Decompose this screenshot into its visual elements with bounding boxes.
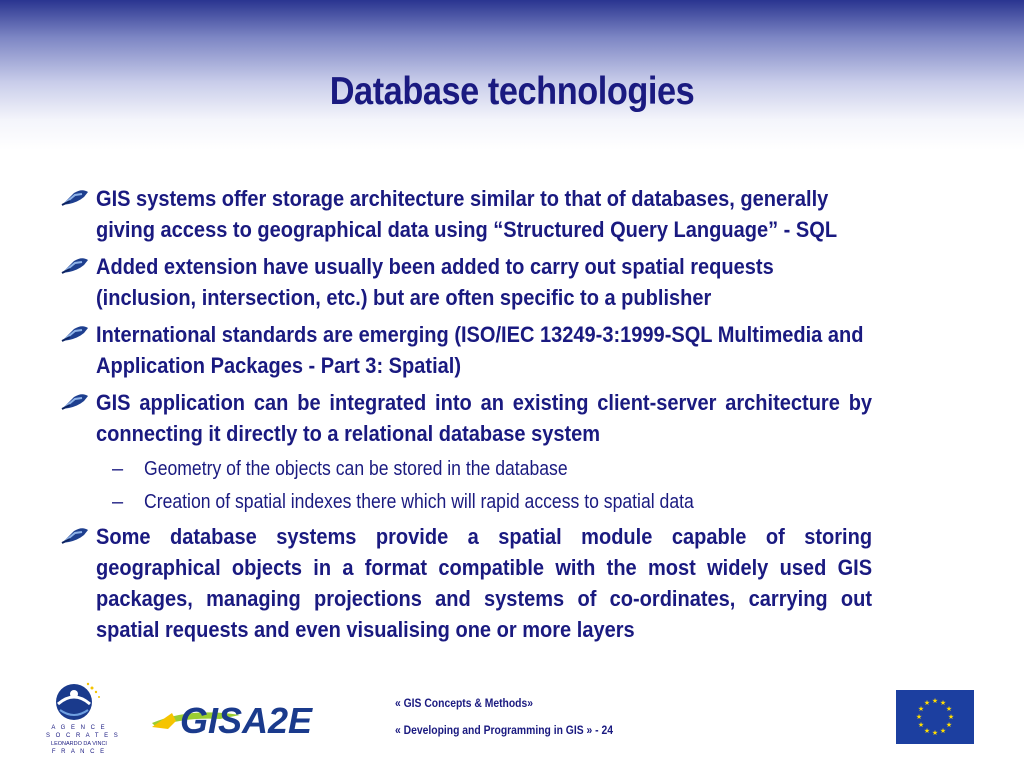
sub-bullet-dash: –	[112, 458, 124, 480]
eu-flag-icon	[896, 690, 974, 744]
agence-line: S O C R A T E S	[46, 733, 120, 739]
svg-text:★: ★	[945, 705, 953, 713]
sub-bullet-text: Geometry of the objects can be stored in the database	[144, 458, 568, 480]
svg-text:★: ★	[923, 699, 931, 707]
pen-nib-bullet-icon	[60, 319, 96, 349]
sub-bullet-item	[112, 488, 968, 516]
sub-bullet-item	[112, 455, 968, 483]
pen-nib-bullet-icon	[60, 183, 96, 213]
gisa2e-logo-text: GISA2E	[180, 700, 313, 741]
bullet-text: GIS application can be integrated into an existing client-server architecture by connecting it directly to a relational database system	[96, 390, 873, 446]
svg-text:★: ★	[917, 721, 925, 729]
pen-nib-bullet-icon	[60, 387, 96, 417]
footer-line-1: « GIS Concepts & Methods»	[395, 698, 534, 710]
slide-title: Database technologies	[329, 70, 695, 113]
agence-line: LEONARDO DA VINCI	[51, 741, 107, 747]
svg-text:★: ★	[915, 713, 923, 721]
svg-text:★: ★	[917, 705, 925, 713]
svg-text:★: ★	[939, 727, 947, 735]
svg-text:★: ★	[923, 727, 931, 735]
bullet-text: Added extension have usually been added to carry out spatial requests (inclusion, intersection, etc.) but are often specific to a publisher	[96, 254, 774, 310]
sub-bullet-dash: –	[112, 491, 124, 513]
bullet-text: International standards are emerging (ISO/IEC 13249-3:1999-SQL Multimedia and Application Packages - Part 3: Spatial)	[96, 322, 864, 378]
bullet-item	[60, 521, 968, 645]
pen-nib-bullet-icon	[60, 521, 96, 551]
svg-text:★: ★	[931, 697, 939, 705]
bullet-text: GIS systems offer storage architecture similar to that of databases, generally giving access to geographical data using “Structured Query Language” - SQL	[96, 186, 838, 242]
svg-text:★: ★	[939, 699, 947, 707]
bullet-text: Some database systems provide a spatial module capable of storing geographical objects in a format compatible with the most widely used GIS packages, managing projections and systems of co-ordinates, carrying out spatial requests and even visualising one or more layers	[96, 524, 873, 642]
pen-nib-bullet-icon	[60, 251, 96, 281]
bullet-item	[60, 251, 968, 313]
footer-line-2: « Developing and Programming in GIS » - 24	[395, 725, 613, 737]
sub-bullet-text: Creation of spatial indexes there which will rapid access to spatial data	[144, 491, 694, 513]
bullet-item	[60, 387, 968, 449]
svg-text:★: ★	[945, 721, 953, 729]
gisa2e-logo	[150, 693, 335, 743]
svg-text:★: ★	[947, 713, 955, 721]
agence-socrates-text	[46, 724, 120, 756]
slide-content	[60, 183, 968, 651]
agence-line: A G E N C E	[51, 725, 107, 731]
bullet-item	[60, 319, 968, 381]
agence-line: F R A N C E	[51, 749, 107, 755]
svg-text:★: ★	[931, 729, 939, 737]
bullet-item	[60, 183, 968, 245]
